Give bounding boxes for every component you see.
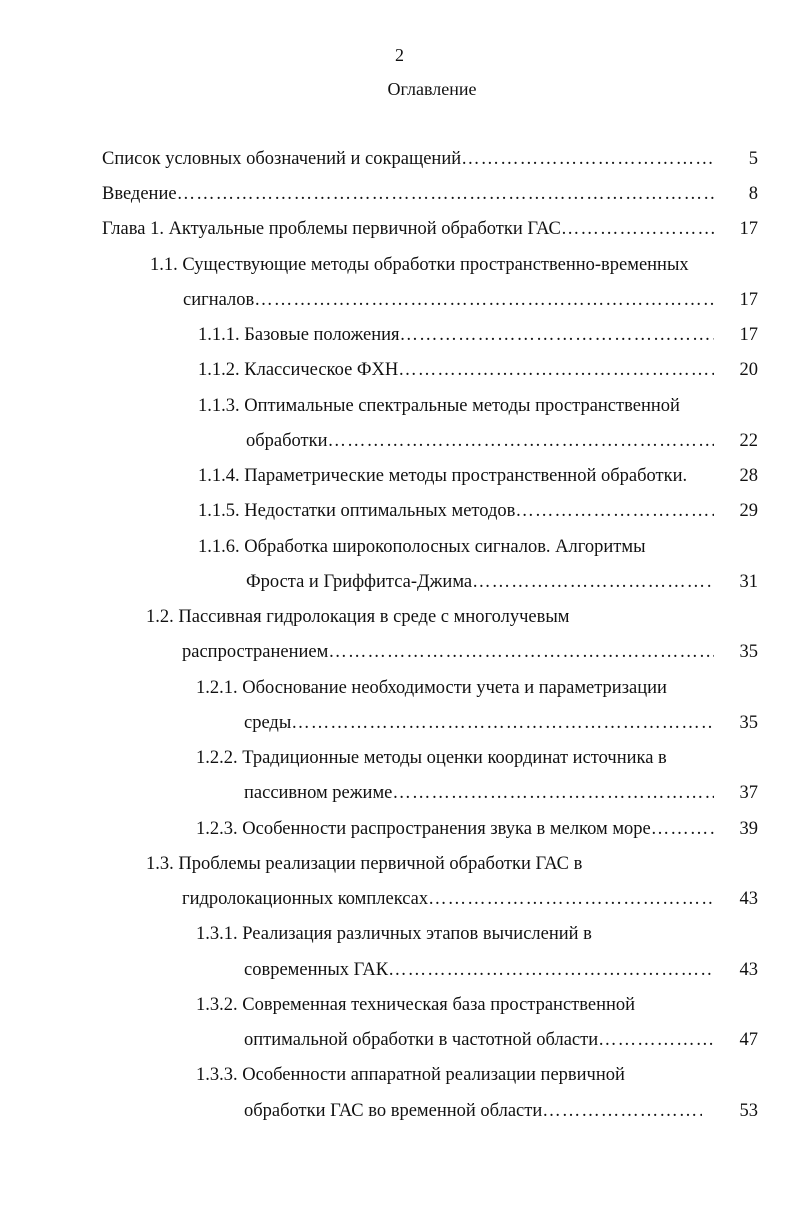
toc-entry-title: 1.1.3. Оптимальные спектральные методы пространственной	[198, 396, 680, 416]
toc-entry-title: 1.2.1. Обоснование необходимости учета и параметризации	[196, 678, 667, 698]
toc-entry-title: 1.3.3. Особенности аппаратной реализации первичной	[196, 1065, 625, 1085]
toc-entry-title-cont: гидролокационных комплексах	[182, 889, 429, 909]
toc-entry-title: 1.2.3. Особенности распространения звука в мелком море	[196, 819, 651, 839]
dot-leader	[392, 781, 714, 805]
toc-entry-continuation	[244, 1099, 702, 1123]
toc-entry-title: 1.1.1. Базовые положения	[198, 325, 400, 345]
dot-leader	[461, 147, 714, 171]
toc-entry	[102, 217, 714, 241]
dot-leader	[398, 358, 714, 382]
dot-leader	[400, 323, 714, 347]
page-number: 2	[395, 45, 404, 65]
toc-entry-title: 1.2.2. Традиционные методы оценки координат источника в	[196, 748, 667, 768]
dot-leader	[651, 817, 714, 841]
toc-entry-title: 1.1.6. Обработка широкополосных сигналов. Алгоритмы	[198, 537, 646, 557]
toc-entry-title: 1.3.2. Современная техническая база пространственной	[196, 995, 636, 1015]
toc-entry-title-cont: пассивном режиме	[244, 783, 393, 803]
dot-leader	[561, 217, 714, 241]
toc-entry-page: 29	[739, 501, 758, 521]
toc-entry	[102, 147, 714, 171]
toc-entry-page: 8	[748, 184, 758, 204]
toc-entry	[198, 323, 714, 347]
toc-entry-continuation	[244, 711, 714, 735]
toc-entry	[102, 182, 714, 206]
toc-entry-title: Введение	[102, 184, 177, 204]
toc-entry-title-cont: обработки ГАС во временной области	[244, 1101, 543, 1121]
toc-entry-continuation	[244, 1028, 714, 1052]
dot-leader	[598, 1028, 714, 1052]
dot-leader	[328, 640, 714, 664]
dot-leader	[542, 1099, 702, 1123]
toc-entry	[198, 499, 714, 523]
toc-entry-title: 1.3.1. Реализация различных этапов вычислений в	[196, 924, 592, 944]
toc-entry-title: 1.2. Пассивная гидролокация в среде с многолучевым	[146, 607, 570, 627]
toc-entry-title: 1.1.2. Классическое ФХН	[198, 360, 399, 380]
toc-entry-page: 53	[739, 1101, 758, 1121]
toc-entry-title-cont: оптимальной обработки в частотной области	[244, 1030, 599, 1050]
toc-heading: Оглавление	[387, 79, 477, 99]
toc-entry-page: 5	[748, 149, 758, 169]
toc-entry-title: 1.1.4. Параметрические методы пространственной обработки.	[198, 466, 688, 486]
toc-entry-page: 43	[739, 889, 758, 909]
toc-entry-continuation	[182, 887, 714, 911]
toc-entry-title: 1.3. Проблемы реализации первичной обработки ГАС в	[146, 854, 583, 874]
toc-entry-page: 22	[739, 431, 758, 451]
toc-entry-page: 20	[739, 360, 758, 380]
toc-entry-title: 1.1.5. Недостатки оптимальных методов	[198, 501, 516, 521]
toc-entry-page: 47	[739, 1030, 758, 1050]
toc-entry-page: 39	[739, 819, 758, 839]
dot-leader	[254, 288, 714, 312]
dot-leader	[177, 182, 714, 206]
toc-entry-continuation	[183, 288, 714, 312]
toc-entry-page: 28	[739, 466, 758, 486]
toc-entry-page: 37	[739, 783, 758, 803]
toc-entry-title-cont: обработки	[246, 431, 328, 451]
toc-entry	[198, 358, 714, 382]
toc-entry-continuation	[244, 958, 714, 982]
toc-entry-page: 35	[739, 642, 758, 662]
toc-entry-title-cont: современных ГАК	[244, 960, 389, 980]
toc-entry-title: 1.1. Существующие методы обработки пространственно-временных	[150, 255, 689, 275]
toc-entry-page: 17	[739, 219, 758, 239]
toc-entry-page: 17	[739, 290, 758, 310]
toc-entry-title-cont: Фроста и Гриффитса-Джима	[246, 572, 473, 592]
toc-entry-continuation	[246, 429, 714, 453]
toc-entry	[196, 817, 714, 841]
toc-entry-title: Список условных обозначений и сокращений	[102, 149, 462, 169]
dot-leader	[472, 570, 714, 594]
dot-leader	[388, 958, 714, 982]
toc-entry-continuation	[244, 781, 714, 805]
toc-entry-page: 17	[739, 325, 758, 345]
toc-entry-title-cont: сигналов	[183, 290, 255, 310]
dot-leader	[291, 711, 714, 735]
toc-entry-continuation	[182, 640, 714, 664]
toc-entry-title-cont: распространением	[182, 642, 329, 662]
toc-entry-continuation	[246, 570, 714, 594]
dot-leader	[328, 429, 714, 453]
dot-leader	[428, 887, 714, 911]
toc-entry-page: 31	[739, 572, 758, 592]
dot-leader	[515, 499, 714, 523]
toc-entry-title-cont: среды	[244, 713, 292, 733]
toc-entry-page: 43	[739, 960, 758, 980]
toc-entry-title: Глава 1. Актуальные проблемы первичной обработки ГАС	[102, 219, 561, 239]
toc-entry-page: 35	[739, 713, 758, 733]
